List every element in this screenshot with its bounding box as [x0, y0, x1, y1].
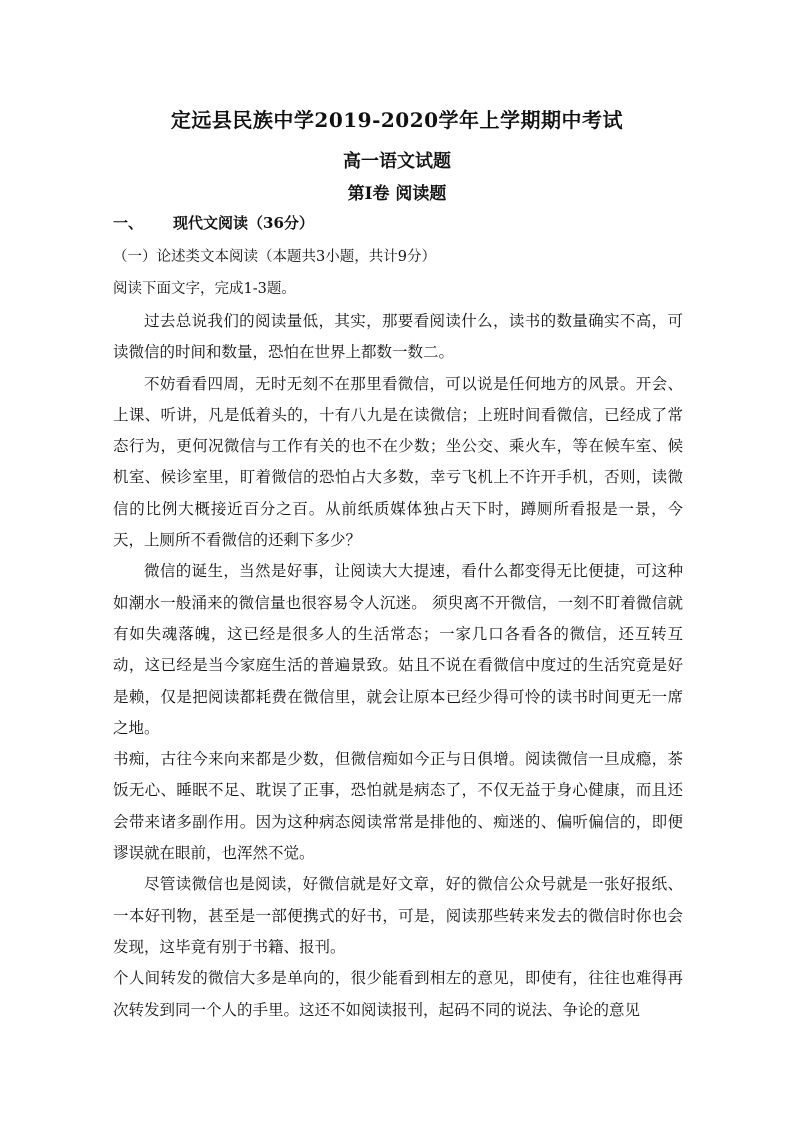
paragraph-4: 书痴，古往今来向来都是少数，但微信痴如今正与日俱增。阅读微信一旦成瘾，茶饭无心、睡眠不足、耽误了正事，恐怕就是病态了，不仅无益于身心健康，而且还会带来诸多副作用。因为这种病态阅读常常是排他的、痴迷的、偏听偏信的，即便谬误就在眼前，也浑然不觉。 — [113, 750, 683, 863]
exam-subtitle: 高一语文试题 — [343, 151, 451, 172]
paragraph-3: 微信的诞生，当然是好事，让阅读大大提速，看什么都变得无比便捷，可这种如潮水一般涌来的微信量也很容易令人沉迷。 须臾离不开微信，一刻不盯着微信就有如失魂落魄，这已经是很多人的生活常态；一家几口各看各的微信，还互转互动，这已经是当今家庭生活的普遍景致。姑且不说在看微信中度过的生活究竟是好是赖，仅是把阅读都耗费在微信里，就会让原本已经少得可怜的读书时间更无一席之地。 — [113, 562, 683, 737]
paragraph-6: 个人间转发的微信大多是单向的，很少能看到相左的意见，即使有，往往也难得再次转发到同一个人的手里。这还不如阅读报刊，起码不同的说法、争论的意见 — [113, 969, 683, 1019]
passage-body — [113, 306, 683, 1026]
section-number: 一、 — [113, 214, 144, 232]
subsection-heading: （一）论述类文本阅读（本题共3小题，共计9分） — [113, 249, 436, 265]
exam-title: 定远县民族中学2019-2020学年上学期期中考试 — [170, 108, 624, 132]
paragraph-5: 尽管读微信也是阅读，好微信就是好文章，好的微信公众号就是一张好报纸、一本好刊物，甚至是一部便携式的好书，可是，阅读那些转来发去的微信时你也会发现，这毕竟有别于书籍、报刊。 — [113, 875, 683, 956]
section-heading — [113, 212, 314, 233]
volume-heading: 第I卷 阅读题 — [347, 184, 447, 204]
paragraph-1: 过去总说我们的阅读量低，其实，那要看阅读什么，读书的数量确实不高，可读微信的时间和数量，恐怕在世界上都数一数二。 — [113, 312, 683, 362]
reading-instruction: 阅读下面文字，完成1-3题。 — [113, 281, 296, 297]
paragraph-2: 不妨看看四周，无时无刻不在那里看微信，可以说是任何地方的风景。开会、上课、听讲，凡是低着头的，十有八九是在读微信；上班时间看微信，已经成了常态行为，更何况微信与工作有关的也不在少数；坐公交、乘火车，等在候车室、候机室、候诊室里，盯着微信的恐怕占大多数，幸亏飞机上不许开手机，否则，读微信的比例大概接近百分之百。从前纸质媒体独占天下时，蹲厕所看报是一景，今天，上厕所不看微信的还剩下多少？ — [113, 374, 683, 550]
section-title: 现代文阅读（36分） — [173, 214, 314, 232]
